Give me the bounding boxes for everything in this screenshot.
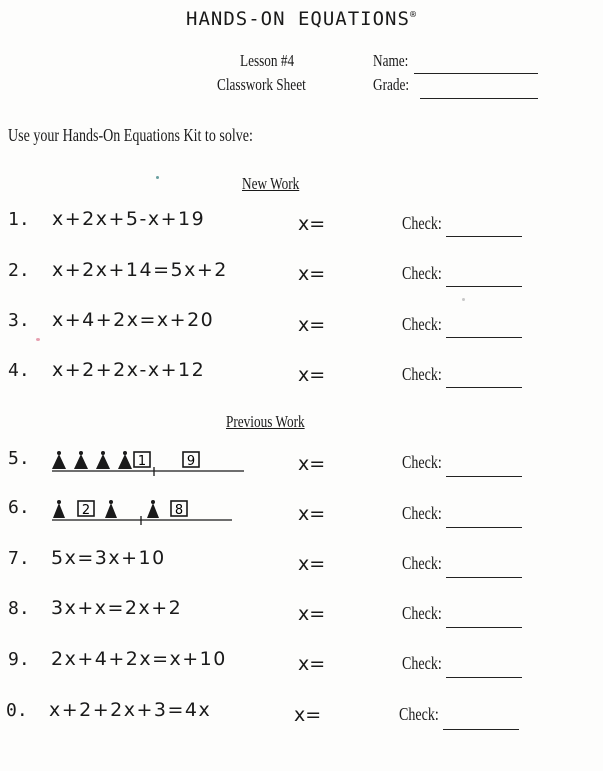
balance-right-side (147, 500, 187, 518)
balance-scale-figure (48, 445, 248, 481)
problem-equation: 3x+x=2x+2 (51, 597, 183, 619)
problem-number: 6. (8, 497, 30, 518)
check-answer-line[interactable] (446, 677, 522, 678)
pawn-icon-head (79, 451, 83, 455)
answer-label: x= (298, 553, 326, 575)
answer-label: x= (298, 653, 326, 675)
problem-number: 3. (8, 310, 30, 331)
answer-label: x= (298, 364, 326, 386)
pawn-icon-head (57, 451, 61, 455)
check-answer-line[interactable] (446, 627, 522, 628)
sheet-type: Classwork Sheet (217, 75, 306, 94)
problem-equation: x+2+2x+3=4x (49, 699, 212, 721)
problem-equation: x+2x+14=5x+2 (52, 259, 228, 281)
problem-number: 8. (8, 598, 30, 619)
pawn-icon (105, 503, 117, 518)
problem-equation: x+2+2x-x+12 (52, 359, 206, 381)
problem-equation: 2x+4+2x=x+10 (51, 648, 227, 670)
section-heading-new-work: New Work (242, 174, 300, 193)
name-label: Name: (373, 51, 409, 70)
lesson-number: Lesson #4 (240, 51, 295, 70)
answer-label: x= (298, 213, 326, 235)
pawn-icon-head (109, 500, 113, 504)
problem-number: 9. (8, 649, 30, 670)
check-answer-line[interactable] (446, 387, 522, 388)
check-label: Check: (402, 452, 442, 472)
number-cube-value: 1 (137, 454, 147, 469)
answer-label: x= (298, 503, 326, 525)
instructions: Use your Hands-On Equations Kit to solve: (8, 125, 253, 145)
problem-number: 0. (6, 700, 28, 721)
problem-equation: x+4+2x=x+20 (52, 309, 215, 331)
problem-number: 2. (8, 260, 30, 281)
pawn-icon (52, 454, 66, 469)
balance-right-side (183, 452, 199, 469)
pawn-icon (147, 503, 159, 518)
pawn-icon (96, 454, 110, 469)
check-answer-line[interactable] (446, 286, 522, 287)
check-label: Check: (402, 553, 442, 573)
balance-scale-figure (48, 494, 238, 530)
check-label: Check: (402, 314, 442, 334)
check-label: Check: (402, 503, 442, 523)
grade-field[interactable] (420, 98, 538, 99)
problem-number: 5. (8, 448, 30, 469)
balance-left-side (52, 451, 150, 469)
number-cube-value: 2 (81, 503, 91, 518)
pawn-group (52, 451, 132, 469)
problem-equation: x+2x+5-x+19 (52, 208, 206, 230)
balance-left-side (53, 500, 117, 518)
grade-label: Grade: (373, 75, 410, 94)
check-answer-line[interactable] (446, 476, 522, 477)
problem-number: 1. (8, 209, 30, 230)
answer-label: x= (298, 453, 326, 475)
problem-number: 7. (8, 548, 30, 569)
check-answer-line[interactable] (446, 337, 522, 338)
check-label: Check: (402, 653, 442, 673)
scan-speck (462, 298, 465, 301)
scan-speck (156, 176, 159, 179)
check-label: Check: (402, 364, 442, 384)
pawn-icon (53, 503, 65, 518)
pawn-icon (74, 454, 88, 469)
check-label: Check: (402, 263, 442, 283)
scan-speck (36, 338, 40, 341)
pawn-icon-head (57, 500, 61, 504)
check-answer-line[interactable] (446, 577, 522, 578)
answer-label: x= (298, 314, 326, 336)
check-label: Check: (402, 213, 442, 233)
pawn-icon (118, 454, 132, 469)
worksheet-title: HANDS-ON EQUATIONS® (186, 8, 417, 30)
name-field[interactable] (414, 73, 538, 74)
check-answer-line[interactable] (446, 236, 522, 237)
answer-label: x= (298, 263, 326, 285)
number-cube-value: 9 (186, 454, 196, 469)
answer-label: x= (294, 704, 322, 726)
problem-equation: 5x=3x+10 (51, 547, 166, 569)
check-answer-line[interactable] (443, 729, 519, 730)
check-answer-line[interactable] (446, 527, 522, 528)
answer-label: x= (298, 603, 326, 625)
number-cube-value: 8 (174, 503, 184, 518)
pawn-icon-head (101, 451, 105, 455)
section-heading-previous-work: Previous Work (226, 412, 305, 431)
check-label: Check: (399, 704, 439, 724)
problem-number: 4. (8, 360, 30, 381)
check-label: Check: (402, 603, 442, 623)
pawn-icon-head (123, 451, 127, 455)
pawn-icon-head (151, 500, 155, 504)
